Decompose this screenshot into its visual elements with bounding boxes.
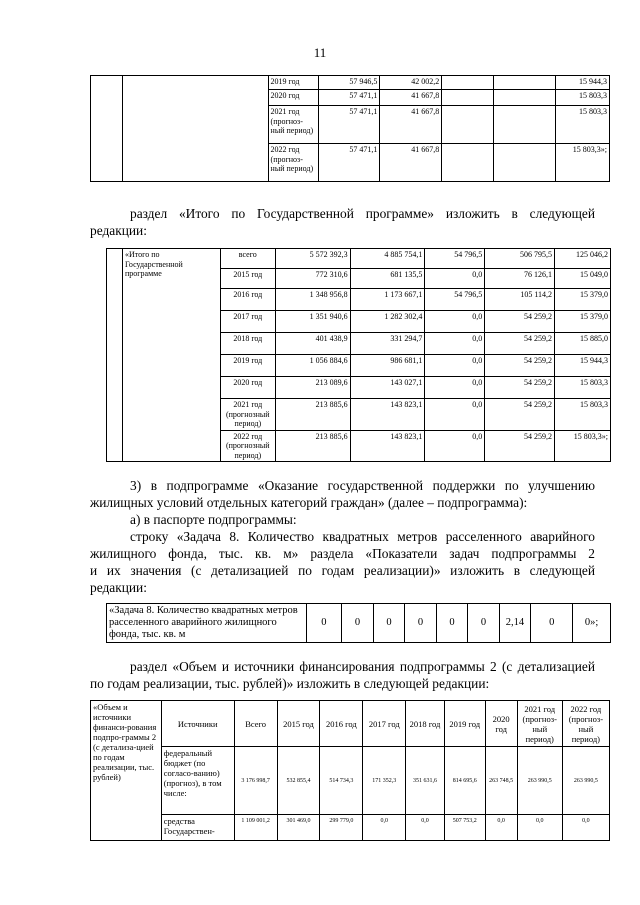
- paragraph-subprogram-line5: жилищного фонда, тыс. кв. м» раздела «Показатели задач подпрограммы 2: [90, 546, 595, 561]
- table-cell: 2,14: [499, 604, 531, 643]
- table-cell: 0: [436, 604, 468, 643]
- table-cell: 41 667,8: [380, 106, 442, 144]
- table-cell: 15 803,3»;: [556, 144, 610, 182]
- table-cell: 2017 год: [363, 701, 406, 747]
- table-cell: 2022 год (прогноз-ный период): [562, 701, 609, 747]
- table-cell: 814 695,6: [444, 747, 485, 815]
- table-cell: 772 310,6: [275, 269, 350, 289]
- table-cell: 1 173 667,1: [350, 289, 425, 311]
- table-cell: Всего: [234, 701, 277, 747]
- table-cell: 2021 год (прогнозный период): [220, 399, 275, 431]
- table-cell: средства Государствен-: [161, 815, 234, 841]
- table-cell: 301 469,0: [277, 815, 320, 841]
- paragraph-subprogram-line7: редакции:: [90, 580, 147, 595]
- table-cell: 15 944,3: [555, 355, 611, 377]
- table-cell: 1 351 940,6: [275, 311, 350, 333]
- table-cell: Источники: [161, 701, 234, 747]
- paragraph-subprogram-line4: строку «Задача 8. Количество квадратных метров расселенного аварийного: [130, 529, 595, 544]
- table-cell: 986 681,1: [350, 355, 425, 377]
- row-label: «Задача 8. Количество квадратных метров расселенного аварийного жилищного фонда, тыс. кв. м: [107, 604, 307, 643]
- table-cell: 2016 год: [220, 289, 275, 311]
- row-label: «Итого по Государственной программе: [122, 249, 220, 462]
- page-number: 11: [313, 45, 327, 60]
- table-cell: 57 946,5: [318, 76, 380, 90]
- table-cell: 0,0: [425, 333, 485, 355]
- table-cell: 54 259,2: [485, 377, 555, 399]
- table-cell: 0,0: [485, 815, 517, 841]
- table-row: [107, 249, 611, 269]
- table-cell: 213 885,6: [275, 399, 350, 431]
- table-cell: [107, 249, 123, 462]
- table-cell: 76 126,1: [485, 269, 555, 289]
- table-cell: [494, 144, 556, 182]
- table-cell: 143 823,1: [350, 399, 425, 431]
- table-cell: 2019 год: [220, 355, 275, 377]
- table-cell: 0,0: [425, 355, 485, 377]
- table-cell: 15 803,3: [556, 90, 610, 106]
- table-cell: 2015 год: [277, 701, 320, 747]
- table-cell: 401 438,9: [275, 333, 350, 355]
- table-cell: 143 823,1: [350, 430, 425, 462]
- table-cell: 1 056 884,6: [275, 355, 350, 377]
- table-cell: 0,0: [425, 430, 485, 462]
- table-cell: 0: [342, 604, 374, 643]
- table-row: [107, 604, 611, 643]
- table-cell: [442, 76, 494, 90]
- table-cell: 57 471,1: [318, 106, 380, 144]
- table-cell: [91, 76, 123, 182]
- table-cell: 2022 год (прогнозный период): [220, 430, 275, 462]
- paragraph-subprogram-line1: 3) в подпрограмме «Оказание государственной поддержки по улучшению: [130, 478, 595, 493]
- table-cell: 507 753,2: [444, 815, 485, 841]
- table-cell: 15 803,3: [555, 399, 611, 431]
- table-cell: 15 803,3: [556, 106, 610, 144]
- table-cell: [122, 76, 268, 182]
- table-cell: 2020 год: [220, 377, 275, 399]
- table-cell: 5 572 392,3: [275, 249, 350, 269]
- table-continuation: [90, 75, 610, 182]
- table-cell: 143 027,1: [350, 377, 425, 399]
- table-cell: 54 796,5: [425, 289, 485, 311]
- table-cell: 2017 год: [220, 311, 275, 333]
- table-cell: 263 990,5: [517, 747, 562, 815]
- table-cell: 15 049,0: [555, 269, 611, 289]
- paragraph-volume-line1: раздел «Объем и источники финансирования подпрограммы 2 (с детализацией: [130, 659, 595, 674]
- table-cell: 54 259,2: [485, 355, 555, 377]
- table-cell: 15 885,0: [555, 333, 611, 355]
- table-cell: 2022 год (прогноз-ный период): [268, 144, 318, 182]
- table-cell: 2019 год: [444, 701, 485, 747]
- paragraph-itogo-line2: редакции:: [90, 223, 147, 238]
- paragraph-subprogram-line6: и их значения (с детализацией по годам реализации)» изложить в следующей: [90, 563, 595, 578]
- table-cell: 15 803,3»;: [555, 430, 611, 462]
- table-cell: всего: [220, 249, 275, 269]
- table-cell: 15 944,3: [556, 76, 610, 90]
- table-cell: 532 855,4: [277, 747, 320, 815]
- table-cell: 57 471,1: [318, 144, 380, 182]
- table-cell: 351 631,6: [406, 747, 445, 815]
- table-cell: 15 379,0: [555, 311, 611, 333]
- paragraph-subprogram-line3: а) в паспорте подпрограммы:: [130, 512, 297, 527]
- table-cell: 0,0: [363, 815, 406, 841]
- table-cell: 54 259,2: [485, 399, 555, 431]
- table-cell: 2021 год (прогноз-ный период): [517, 701, 562, 747]
- table-cell: 54 796,5: [425, 249, 485, 269]
- table-cell: 681 135,5: [350, 269, 425, 289]
- table-cell: 54 259,2: [485, 333, 555, 355]
- table-cell: 2020 год: [485, 701, 517, 747]
- row-label: «Объем и источники финанси-рования подпро-граммы 2 (с детализа-цией по годам реализации, тыс. рублей): [91, 701, 162, 841]
- paragraph-volume-line2: по годам реализации, тыс. рублей)» изложить в следующей редакции:: [90, 676, 490, 691]
- table-cell: 1 348 956,8: [275, 289, 350, 311]
- table-cell: 0: [306, 604, 342, 643]
- paragraph-subprogram-line2: жилищных условий отдельных категорий граждан» (далее – подпрограмма):: [90, 495, 528, 510]
- table-cell: 41 667,8: [380, 144, 442, 182]
- table-cell: 506 795,5: [485, 249, 555, 269]
- table-cell: 0: [373, 604, 405, 643]
- table-cell: 0: [405, 604, 437, 643]
- table-financing: [90, 700, 610, 841]
- table-cell: 15 379,0: [555, 289, 611, 311]
- table-row: [91, 747, 610, 815]
- table-row: [91, 76, 610, 90]
- table-header-row: [91, 701, 610, 747]
- table-cell: 171 352,3: [363, 747, 406, 815]
- table-cell: 54 259,2: [485, 430, 555, 462]
- table-cell: 3 176 998,7: [234, 747, 277, 815]
- table-cell: 15 803,3: [555, 377, 611, 399]
- table-cell: 2015 год: [220, 269, 275, 289]
- table-cell: 2019 год: [268, 76, 318, 90]
- paragraph-itogo-line1: раздел «Итого по Государственной программе» изложить в следующей: [130, 206, 595, 221]
- table-cell: 0,0: [425, 269, 485, 289]
- table-cell: 2016 год: [320, 701, 363, 747]
- table-cell: 2018 год: [220, 333, 275, 355]
- table-cell: [494, 106, 556, 144]
- table-cell: 54 259,2: [485, 311, 555, 333]
- table-cell: 0,0: [425, 311, 485, 333]
- table-cell: 263 990,5: [562, 747, 609, 815]
- table-cell: 1 282 302,4: [350, 311, 425, 333]
- table-cell: 41 667,8: [380, 90, 442, 106]
- table-cell: 0,0: [425, 399, 485, 431]
- table-cell: [494, 90, 556, 106]
- table-cell: [494, 76, 556, 90]
- table-cell: 4 885 754,1: [350, 249, 425, 269]
- table-cell: 0,0: [406, 815, 445, 841]
- table-cell: 2021 год (прогноз-ный период): [268, 106, 318, 144]
- table-cell: 105 114,2: [485, 289, 555, 311]
- table-cell: 0: [531, 604, 573, 643]
- table-cell: 213 089,6: [275, 377, 350, 399]
- table-cell: 0,0: [425, 377, 485, 399]
- table-cell: 263 748,5: [485, 747, 517, 815]
- table-cell: 213 885,6: [275, 430, 350, 462]
- table-cell: [442, 106, 494, 144]
- table-cell: федеральный бюджет (по согласо-ванию) (прогноз), в том числе:: [161, 747, 234, 815]
- table-cell: 514 734,3: [320, 747, 363, 815]
- table-cell: 1 109 001,2: [234, 815, 277, 841]
- table-cell: 299 779,0: [320, 815, 363, 841]
- table-cell: 2018 год: [406, 701, 445, 747]
- table-cell: 42 002,2: [380, 76, 442, 90]
- table-cell: [442, 90, 494, 106]
- table-itogo: [106, 248, 611, 462]
- table-cell: 0,0: [562, 815, 609, 841]
- table-cell: 125 046,2: [555, 249, 611, 269]
- table-cell: 331 294,7: [350, 333, 425, 355]
- table-cell: [442, 144, 494, 182]
- table-cell: 0»;: [573, 604, 611, 643]
- table-task8: [106, 603, 611, 643]
- table-cell: 0,0: [517, 815, 562, 841]
- table-cell: 0: [468, 604, 500, 643]
- table-cell: 2020 год: [268, 90, 318, 106]
- table-cell: 57 471,1: [318, 90, 380, 106]
- table-row: [91, 815, 610, 841]
